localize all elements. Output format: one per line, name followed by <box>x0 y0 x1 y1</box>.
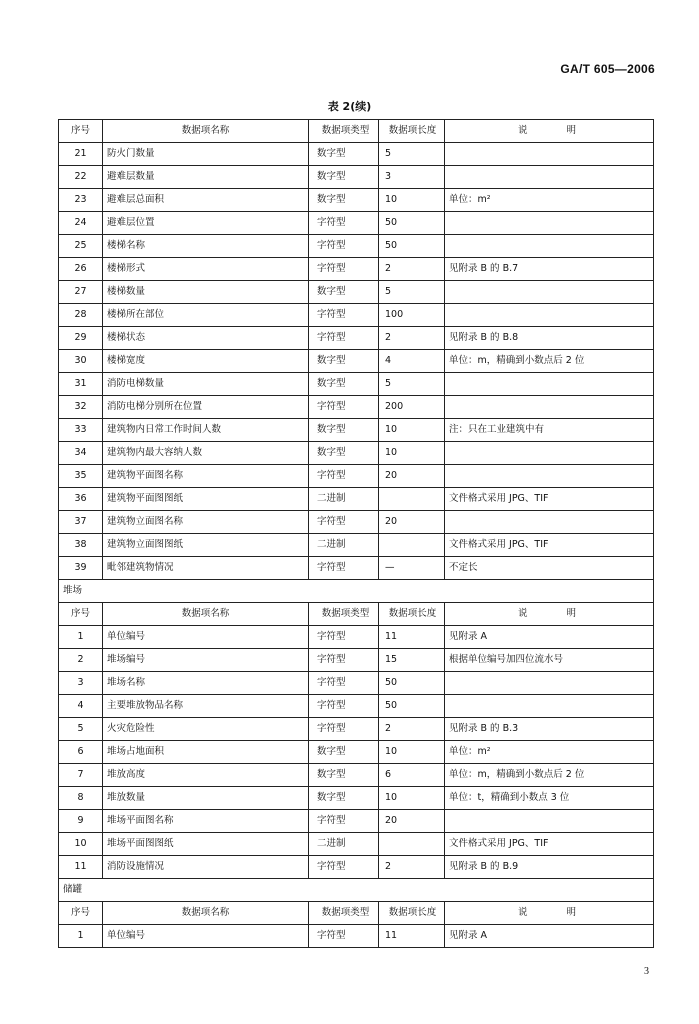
table-row <box>59 258 654 281</box>
cell-length: 20 <box>379 810 445 833</box>
table-row <box>59 304 654 327</box>
cell-length: — <box>379 557 445 580</box>
cell-no: 36 <box>59 488 103 511</box>
cell-length <box>379 833 445 856</box>
cell-name: 防火门数量 <box>103 143 309 166</box>
cell-desc <box>445 281 654 304</box>
table-row <box>59 856 654 879</box>
cell-no: 5 <box>59 718 103 741</box>
cell-name: 火灾危险性 <box>103 718 309 741</box>
cell-name: 避难层总面积 <box>103 189 309 212</box>
cell-length: 5 <box>379 281 445 304</box>
cell-no: 26 <box>59 258 103 281</box>
header-col-name: 数据项名称 <box>103 603 309 626</box>
cell-name: 堆放数量 <box>103 787 309 810</box>
cell-desc: 见附录 B 的 B.8 <box>445 327 654 350</box>
header-col-type: 数据项类型 <box>309 603 379 626</box>
cell-type: 字符型 <box>309 304 379 327</box>
cell-type: 字符型 <box>309 649 379 672</box>
cell-type: 字符型 <box>309 810 379 833</box>
cell-name: 堆放高度 <box>103 764 309 787</box>
table-row <box>59 511 654 534</box>
cell-no: 28 <box>59 304 103 327</box>
table-row <box>59 189 654 212</box>
cell-length: 11 <box>379 925 445 948</box>
section-row <box>59 879 654 902</box>
cell-type: 数字型 <box>309 787 379 810</box>
cell-length: 50 <box>379 695 445 718</box>
cell-type: 数字型 <box>309 166 379 189</box>
cell-no: 22 <box>59 166 103 189</box>
table-row <box>59 672 654 695</box>
cell-desc: 见附录 B 的 B.9 <box>445 856 654 879</box>
cell-desc <box>445 672 654 695</box>
cell-no: 27 <box>59 281 103 304</box>
header-col-name: 数据项名称 <box>103 120 309 143</box>
cell-desc: 文件格式采用 JPG、TIF <box>445 534 654 557</box>
cell-name: 楼梯数量 <box>103 281 309 304</box>
cell-type: 二进制 <box>309 833 379 856</box>
cell-length: 4 <box>379 350 445 373</box>
cell-type: 字符型 <box>309 258 379 281</box>
cell-no: 11 <box>59 856 103 879</box>
header-col-type: 数据项类型 <box>309 902 379 925</box>
table-row <box>59 442 654 465</box>
cell-length: 100 <box>379 304 445 327</box>
cell-length: 10 <box>379 787 445 810</box>
header-col-name: 数据项名称 <box>103 902 309 925</box>
cell-name: 消防电梯数量 <box>103 373 309 396</box>
cell-desc: 单位：m，精确到小数点后 2 位 <box>445 350 654 373</box>
cell-type: 数字型 <box>309 373 379 396</box>
cell-length: 11 <box>379 626 445 649</box>
cell-length: 15 <box>379 649 445 672</box>
table-row <box>59 833 654 856</box>
section-title: 堆场 <box>59 580 654 603</box>
cell-no: 31 <box>59 373 103 396</box>
table-row <box>59 488 654 511</box>
cell-no: 24 <box>59 212 103 235</box>
cell-no: 21 <box>59 143 103 166</box>
table-row <box>59 787 654 810</box>
cell-name: 避难层数量 <box>103 166 309 189</box>
cell-desc <box>445 304 654 327</box>
cell-name: 楼梯宽度 <box>103 350 309 373</box>
cell-no: 1 <box>59 626 103 649</box>
table-caption: 表 2(续) <box>327 100 372 113</box>
cell-name: 楼梯形式 <box>103 258 309 281</box>
table-row <box>59 649 654 672</box>
cell-name: 消防电梯分别所在位置 <box>103 396 309 419</box>
cell-name: 毗邻建筑物情况 <box>103 557 309 580</box>
cell-type: 数字型 <box>309 143 379 166</box>
table-row <box>59 166 654 189</box>
cell-type: 字符型 <box>309 396 379 419</box>
cell-name: 堆场占地面积 <box>103 741 309 764</box>
cell-desc: 见附录 A <box>445 626 654 649</box>
cell-length: 10 <box>379 419 445 442</box>
table-row <box>59 764 654 787</box>
cell-type: 字符型 <box>309 856 379 879</box>
cell-no: 8 <box>59 787 103 810</box>
cell-name: 建筑物平面图名称 <box>103 465 309 488</box>
cell-length: 50 <box>379 212 445 235</box>
table-row <box>59 534 654 557</box>
spec-table <box>58 119 654 948</box>
cell-no: 35 <box>59 465 103 488</box>
cell-desc: 单位：t，精确到小数点 3 位 <box>445 787 654 810</box>
cell-no: 29 <box>59 327 103 350</box>
cell-no: 33 <box>59 419 103 442</box>
cell-name: 楼梯状态 <box>103 327 309 350</box>
table-row <box>59 143 654 166</box>
cell-desc <box>445 212 654 235</box>
table-header-row <box>59 902 654 925</box>
cell-desc <box>445 396 654 419</box>
cell-length: 6 <box>379 764 445 787</box>
cell-desc: 单位：m² <box>445 189 654 212</box>
cell-length: 50 <box>379 235 445 258</box>
cell-length: 20 <box>379 465 445 488</box>
cell-no: 37 <box>59 511 103 534</box>
table-row <box>59 396 654 419</box>
cell-no: 39 <box>59 557 103 580</box>
table-row <box>59 695 654 718</box>
cell-length: 2 <box>379 718 445 741</box>
cell-name: 堆场编号 <box>103 649 309 672</box>
cell-desc <box>445 235 654 258</box>
cell-length: 5 <box>379 373 445 396</box>
cell-no: 9 <box>59 810 103 833</box>
cell-type: 数字型 <box>309 741 379 764</box>
cell-desc: 文件格式采用 JPG、TIF <box>445 488 654 511</box>
cell-type: 数字型 <box>309 442 379 465</box>
cell-type: 字符型 <box>309 557 379 580</box>
cell-desc <box>445 373 654 396</box>
cell-name: 建筑物立面图名称 <box>103 511 309 534</box>
header-col-desc: 说 明 <box>445 603 654 626</box>
cell-length: 2 <box>379 327 445 350</box>
header-col-type: 数据项类型 <box>309 120 379 143</box>
cell-length: 10 <box>379 741 445 764</box>
cell-type: 数字型 <box>309 281 379 304</box>
cell-type: 字符型 <box>309 695 379 718</box>
cell-type: 字符型 <box>309 465 379 488</box>
cell-desc: 见附录 A <box>445 925 654 948</box>
cell-type: 字符型 <box>309 672 379 695</box>
cell-desc: 单位：m² <box>445 741 654 764</box>
table-row <box>59 281 654 304</box>
cell-name: 堆场平面图名称 <box>103 810 309 833</box>
cell-desc <box>445 810 654 833</box>
cell-no: 30 <box>59 350 103 373</box>
cell-no: 10 <box>59 833 103 856</box>
cell-desc <box>445 511 654 534</box>
cell-length: 200 <box>379 396 445 419</box>
cell-type: 二进制 <box>309 488 379 511</box>
cell-desc <box>445 465 654 488</box>
cell-name: 建筑物平面图图纸 <box>103 488 309 511</box>
cell-no: 25 <box>59 235 103 258</box>
table-row <box>59 465 654 488</box>
cell-name: 单位编号 <box>103 925 309 948</box>
cell-no: 6 <box>59 741 103 764</box>
header-col-no: 序号 <box>59 120 103 143</box>
table-row <box>59 810 654 833</box>
header-col-desc: 说 明 <box>445 120 654 143</box>
table-row <box>59 626 654 649</box>
cell-name: 避难层位置 <box>103 212 309 235</box>
cell-length: 5 <box>379 143 445 166</box>
cell-name: 建筑物内日常工作时间人数 <box>103 419 309 442</box>
cell-name: 楼梯所在部位 <box>103 304 309 327</box>
cell-name: 消防设施情况 <box>103 856 309 879</box>
cell-desc <box>445 695 654 718</box>
cell-type: 数字型 <box>309 419 379 442</box>
cell-length: 2 <box>379 258 445 281</box>
cell-type: 数字型 <box>309 764 379 787</box>
cell-desc: 注：只在工业建筑中有 <box>445 419 654 442</box>
cell-type: 字符型 <box>309 511 379 534</box>
cell-desc <box>445 166 654 189</box>
cell-name: 堆场名称 <box>103 672 309 695</box>
cell-type: 二进制 <box>309 534 379 557</box>
table-row <box>59 557 654 580</box>
cell-desc: 见附录 B 的 B.7 <box>445 258 654 281</box>
cell-no: 4 <box>59 695 103 718</box>
cell-no: 38 <box>59 534 103 557</box>
cell-no: 2 <box>59 649 103 672</box>
cell-desc: 不定长 <box>445 557 654 580</box>
header-col-length: 数据项长度 <box>379 120 445 143</box>
cell-type: 字符型 <box>309 718 379 741</box>
cell-length: 2 <box>379 856 445 879</box>
table-row <box>59 741 654 764</box>
header-col-length: 数据项长度 <box>379 902 445 925</box>
cell-length: 10 <box>379 189 445 212</box>
cell-type: 数字型 <box>309 189 379 212</box>
table-header-row <box>59 120 654 143</box>
table-row <box>59 373 654 396</box>
cell-length: 50 <box>379 672 445 695</box>
cell-type: 字符型 <box>309 626 379 649</box>
cell-name: 单位编号 <box>103 626 309 649</box>
table-row <box>59 327 654 350</box>
cell-length: 10 <box>379 442 445 465</box>
cell-no: 1 <box>59 925 103 948</box>
cell-no: 7 <box>59 764 103 787</box>
cell-type: 字符型 <box>309 327 379 350</box>
cell-desc: 文件格式采用 JPG、TIF <box>445 833 654 856</box>
table-row <box>59 235 654 258</box>
cell-desc <box>445 442 654 465</box>
table-row <box>59 212 654 235</box>
cell-length: 3 <box>379 166 445 189</box>
cell-name: 主要堆放物品名称 <box>103 695 309 718</box>
cell-type: 数字型 <box>309 350 379 373</box>
page-number: 3 <box>644 966 649 977</box>
table-row <box>59 925 654 948</box>
header-col-no: 序号 <box>59 603 103 626</box>
cell-desc: 见附录 B 的 B.3 <box>445 718 654 741</box>
cell-desc <box>445 143 654 166</box>
cell-type: 字符型 <box>309 212 379 235</box>
standard-code: GA/T 605—2006 <box>560 62 655 76</box>
cell-no: 23 <box>59 189 103 212</box>
header-col-desc: 说 明 <box>445 902 654 925</box>
cell-length <box>379 488 445 511</box>
header-col-length: 数据项长度 <box>379 603 445 626</box>
cell-name: 楼梯名称 <box>103 235 309 258</box>
cell-type: 字符型 <box>309 925 379 948</box>
cell-type: 字符型 <box>309 235 379 258</box>
cell-length <box>379 534 445 557</box>
cell-name: 堆场平面图图纸 <box>103 833 309 856</box>
cell-name: 建筑物立面图图纸 <box>103 534 309 557</box>
table-row <box>59 718 654 741</box>
cell-no: 34 <box>59 442 103 465</box>
table-header-row <box>59 603 654 626</box>
section-row <box>59 580 654 603</box>
cell-length: 20 <box>379 511 445 534</box>
cell-desc: 根据单位编号加四位流水号 <box>445 649 654 672</box>
cell-no: 3 <box>59 672 103 695</box>
section-title: 储罐 <box>59 879 654 902</box>
cell-desc: 单位：m，精确到小数点后 2 位 <box>445 764 654 787</box>
table-row <box>59 419 654 442</box>
cell-name: 建筑物内最大容纳人数 <box>103 442 309 465</box>
cell-no: 32 <box>59 396 103 419</box>
header-col-no: 序号 <box>59 902 103 925</box>
table-row <box>59 350 654 373</box>
